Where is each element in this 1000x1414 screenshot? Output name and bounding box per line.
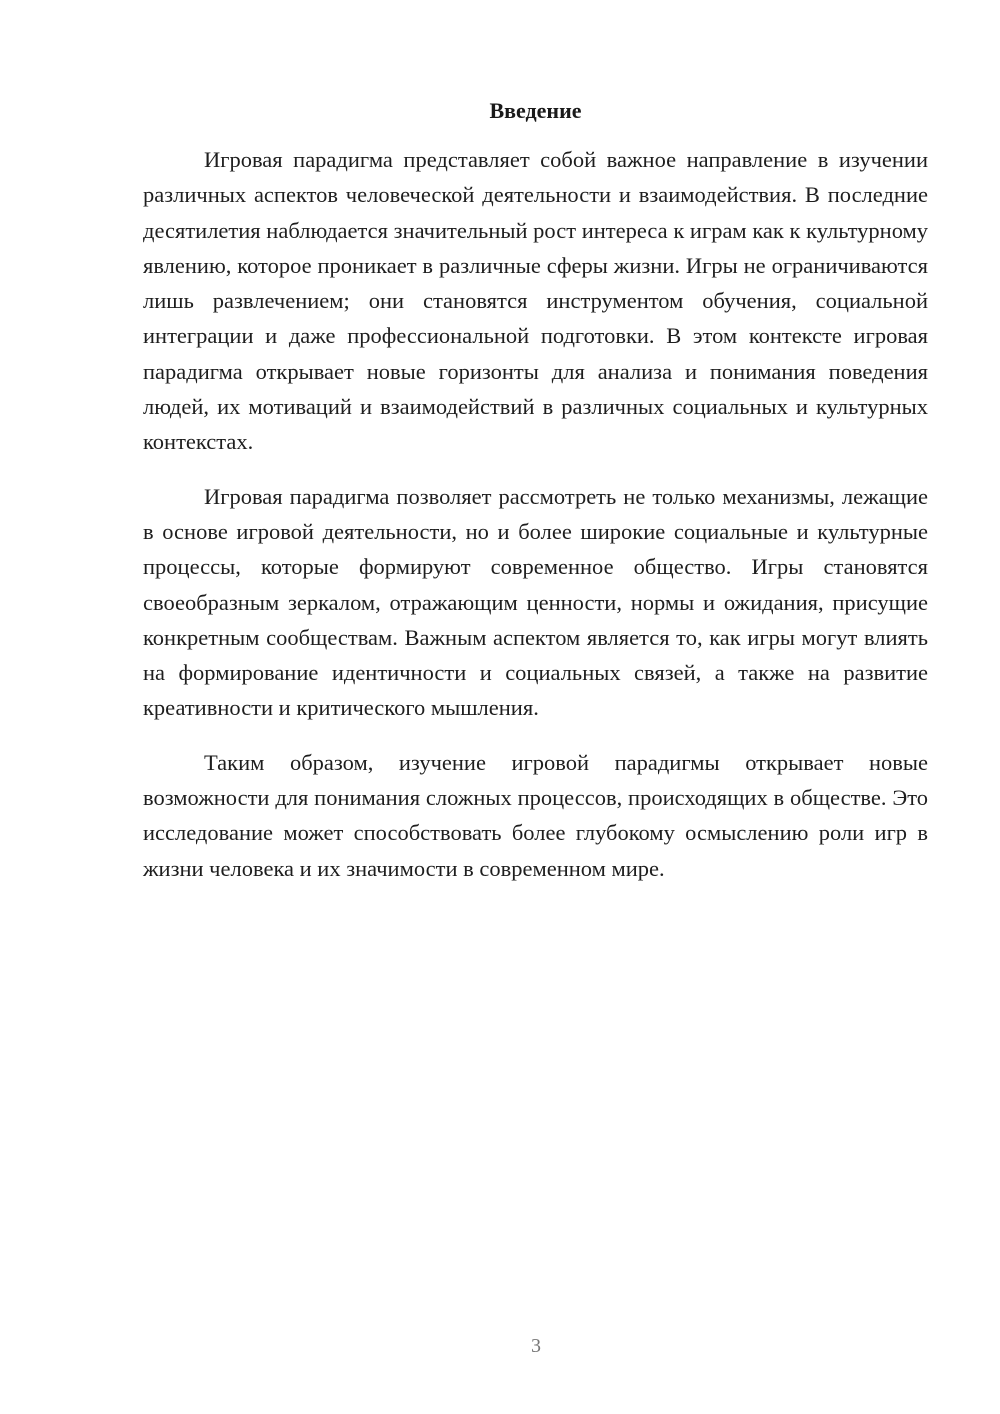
paragraph-1: Игровая парадигма представляет собой важное направление в изучении различных аспектов человеческой деятельности и взаимодействия. В последние десятилетия наблюдается значительный рост интереса к играм как к культурному явлению, которое проникает в различные сферы жизни. Игры не ограничиваются лишь развлечением; они становятся инструментом обучения, социальной интеграции и даже профессиональной подготовки. В этом контексте игровая парадигма открывает новые горизонты для анализа и понимания поведения людей, их мотиваций и взаимодействий в различных социальных и культурных контекстах. <box>143 147 928 455</box>
document-body <box>143 142 928 886</box>
paragraph-3: Таким образом, изучение игровой парадигмы открывает новые возможности для понимания сложных процессов, происходящих в обществе. Это исследование может способствовать более глубокому осмыслению роли игр в жизни человека и их значимости в современном мире. <box>143 749 928 881</box>
paragraph-2: Игровая парадигма позволяет рассмотреть не только механизмы, лежащие в основе игровой деятельности, но и более широкие социальные и культурные процессы, которые формируют современное общество. Игры становятся своеобразным зеркалом, отражающим ценности, нормы и ожидания, присущие конкретным сообществам. Важным аспектом является то, как игры могут влиять на формирование идентичности и социальных связей, а также на развитие креативности и критического мышления. <box>143 483 928 721</box>
page-number: 3 <box>531 1335 541 1357</box>
page-title: Введение <box>489 98 582 123</box>
